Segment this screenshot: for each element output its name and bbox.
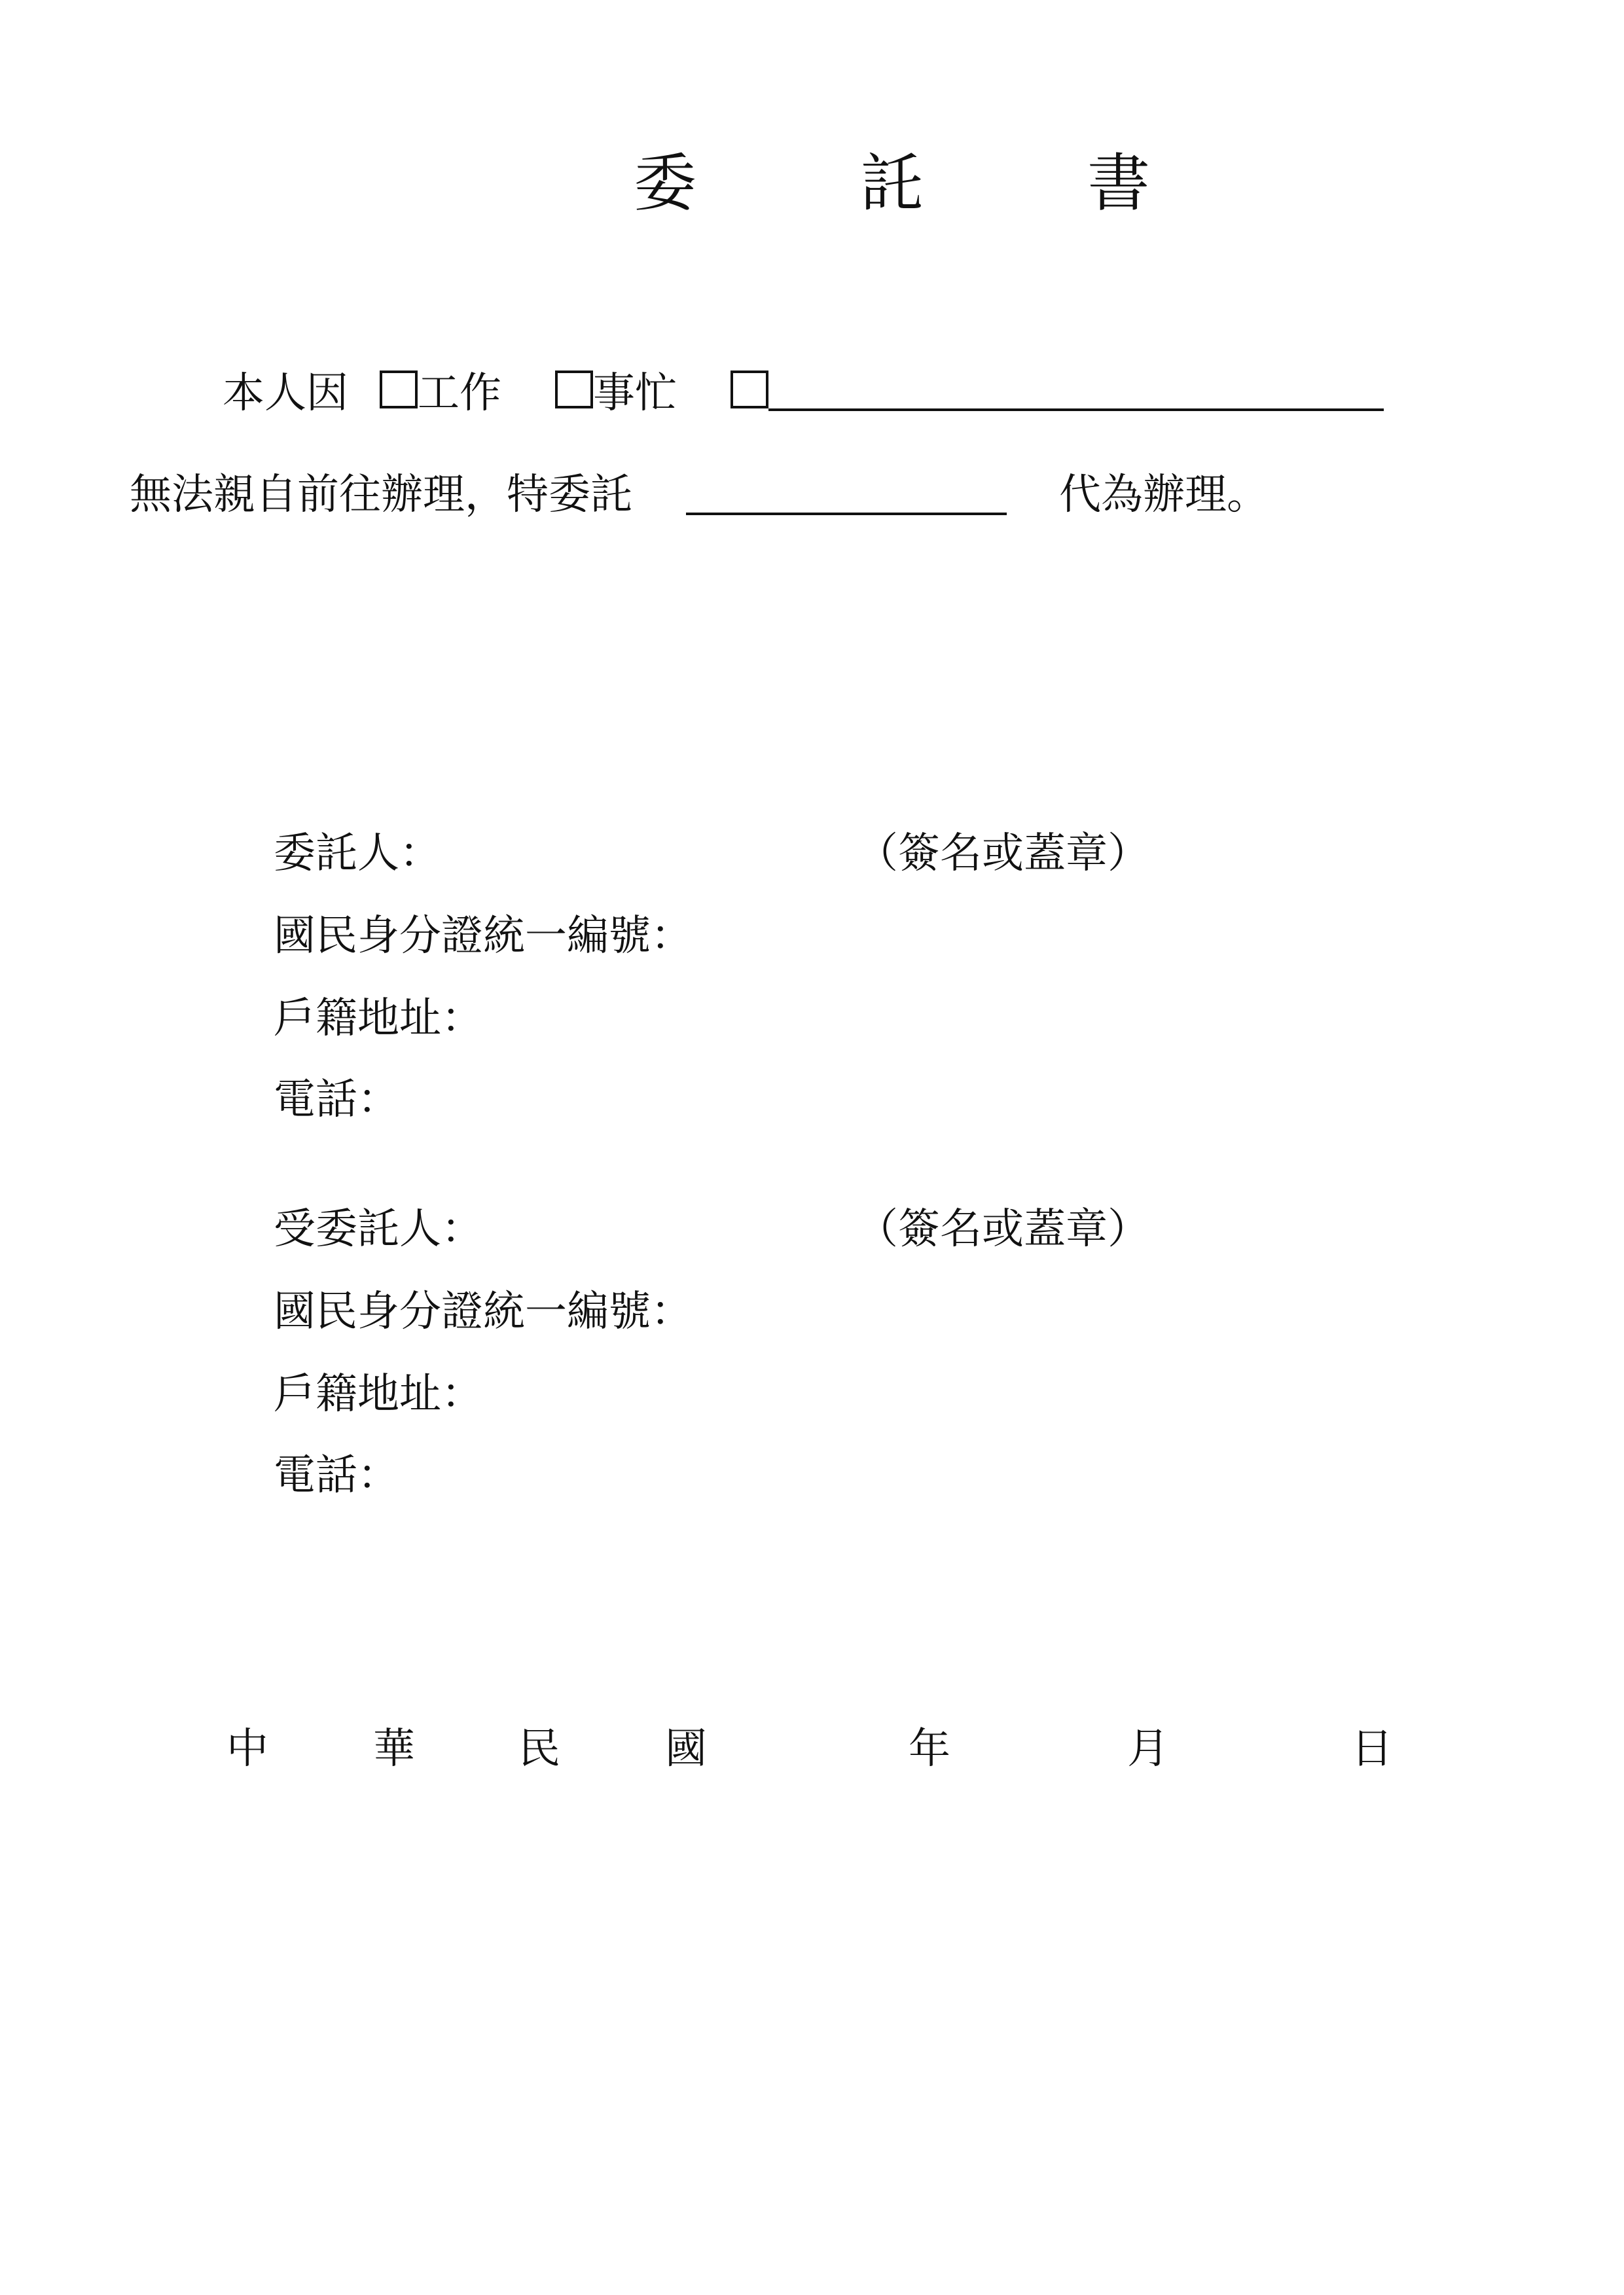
delegation-row — [130, 465, 1269, 517]
option-work-label: 工作 — [418, 369, 501, 418]
agent-signature-note: （簽名或蓋章） — [856, 1205, 1149, 1254]
document-title: 委 託 書 — [634, 147, 1223, 220]
reason-prefix: 本人因 — [223, 369, 348, 418]
other-reason-field[interactable] — [768, 368, 1384, 411]
principal-name-label: 委託人： — [274, 829, 441, 878]
agent-phone-label: 電話： — [274, 1451, 399, 1500]
date-day-label: 日 — [1351, 1725, 1393, 1773]
checkbox-work[interactable] — [380, 370, 418, 408]
reason-row — [223, 363, 1384, 416]
principal-id-label: 國民身分證統一編號： — [274, 912, 693, 960]
principal-address-label: 戶籍地址： — [274, 994, 483, 1043]
option-busy — [555, 359, 677, 420]
agent-name-field[interactable] — [686, 467, 1007, 515]
delegation-text-before: 無法親自前往辦理，特委託 — [130, 471, 632, 519]
checkbox-busy[interactable] — [555, 370, 593, 408]
date-char: 中 — [226, 1725, 268, 1773]
agent-address-label: 戶籍地址： — [274, 1370, 483, 1419]
date-char: 華 — [373, 1725, 415, 1773]
date-year-label: 年 — [909, 1725, 950, 1773]
principal-signature-note: （簽名或蓋章） — [856, 829, 1149, 878]
option-work — [380, 359, 501, 420]
agent-name-label: 受委託人： — [274, 1205, 483, 1254]
date-char: 民 — [518, 1725, 560, 1773]
delegation-text-after: 代為辦理。 — [1059, 471, 1269, 519]
date-month-label: 月 — [1127, 1725, 1169, 1773]
date-char: 國 — [665, 1725, 707, 1773]
agent-id-label: 國民身分證統一編號： — [274, 1288, 693, 1336]
option-busy-label: 事忙 — [593, 369, 677, 418]
checkbox-other[interactable] — [731, 370, 768, 408]
option-other — [731, 368, 1384, 411]
principal-phone-label: 電話： — [274, 1075, 399, 1124]
